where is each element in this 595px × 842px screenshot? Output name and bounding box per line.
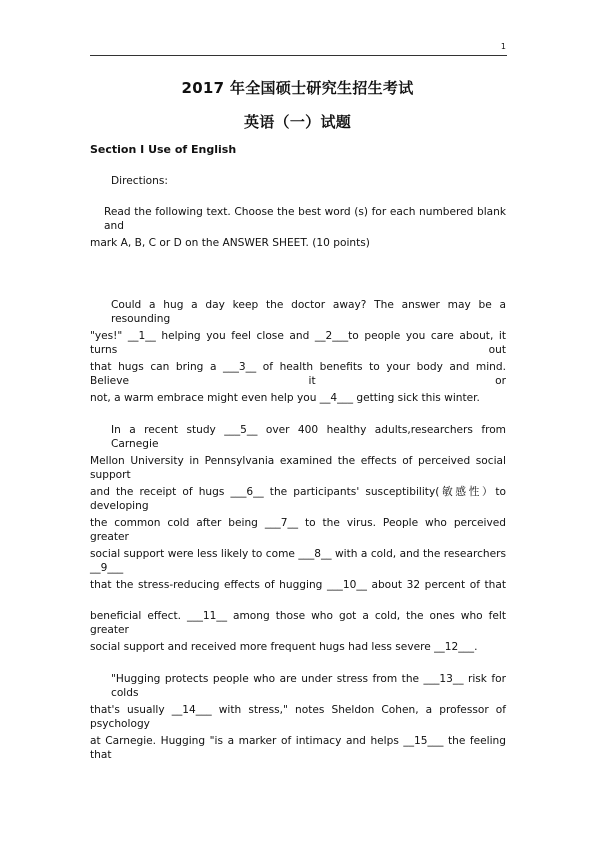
passage-line: not, a warm embrace might even help you __4___ getting sick this winter. bbox=[90, 392, 480, 404]
directions-line: mark A, B, C or D on the ANSWER SHEET. (10 points) bbox=[90, 237, 370, 249]
passage-line: "yes!" __1__ helping you feel close and __2___to people you care about, it turns out bbox=[90, 330, 506, 356]
passage-line: beneficial effect. ___11__ among those who got a cold, the ones who felt greater bbox=[90, 610, 506, 636]
passage-line: the common cold after being ___7__ to the virus. People who perceived greater bbox=[90, 517, 506, 543]
passage-line: social support were less likely to come ___8__ with a cold, and the researchers __9___ bbox=[90, 548, 506, 574]
passage-line: that's usually __14___ with stress," notes Sheldon Cohen, a professor of psychology bbox=[90, 704, 506, 730]
passage-line: In a recent study ___5__ over 400 healthy adults,researchers from Carnegie bbox=[111, 424, 506, 450]
passage-line: Could a hug a day keep the doctor away? The answer may be a resounding bbox=[111, 299, 506, 325]
passage-line: that the stress-reducing effects of hugging ___10__ about 32 percent of that bbox=[90, 579, 506, 591]
page-number: 1 bbox=[500, 42, 506, 51]
exam-subtitle: 英语（一）试题 bbox=[243, 113, 352, 131]
passage-line: that hugs can bring a ___3__ of health benefits to your body and mind. Believe it or bbox=[90, 361, 506, 387]
page-number-underline bbox=[499, 55, 507, 56]
passage-line: "Hugging protects people who are under stress from the ___13__ risk for colds bbox=[111, 673, 506, 699]
section-heading: Section I Use of English bbox=[90, 143, 237, 156]
directions-label: Directions: bbox=[111, 175, 168, 187]
passage-line: at Carnegie. Hugging "is a marker of intimacy and helps __15___ the feeling that bbox=[90, 735, 506, 761]
header-rule bbox=[90, 55, 506, 56]
directions-line: Read the following text. Choose the best word (s) for each numbered blank and bbox=[104, 206, 506, 232]
exam-title: 2017 年全国硕士研究生招生考试 bbox=[181, 79, 414, 97]
passage-line: and the receipt of hugs ___6__ the participants' susceptibility(敏感性）to developing bbox=[90, 486, 506, 512]
passage-line: Mellon University in Pennsylvania examined the effects of perceived social support bbox=[90, 455, 506, 481]
passage-line: social support and received more frequent hugs had less severe __12___. bbox=[90, 641, 478, 653]
